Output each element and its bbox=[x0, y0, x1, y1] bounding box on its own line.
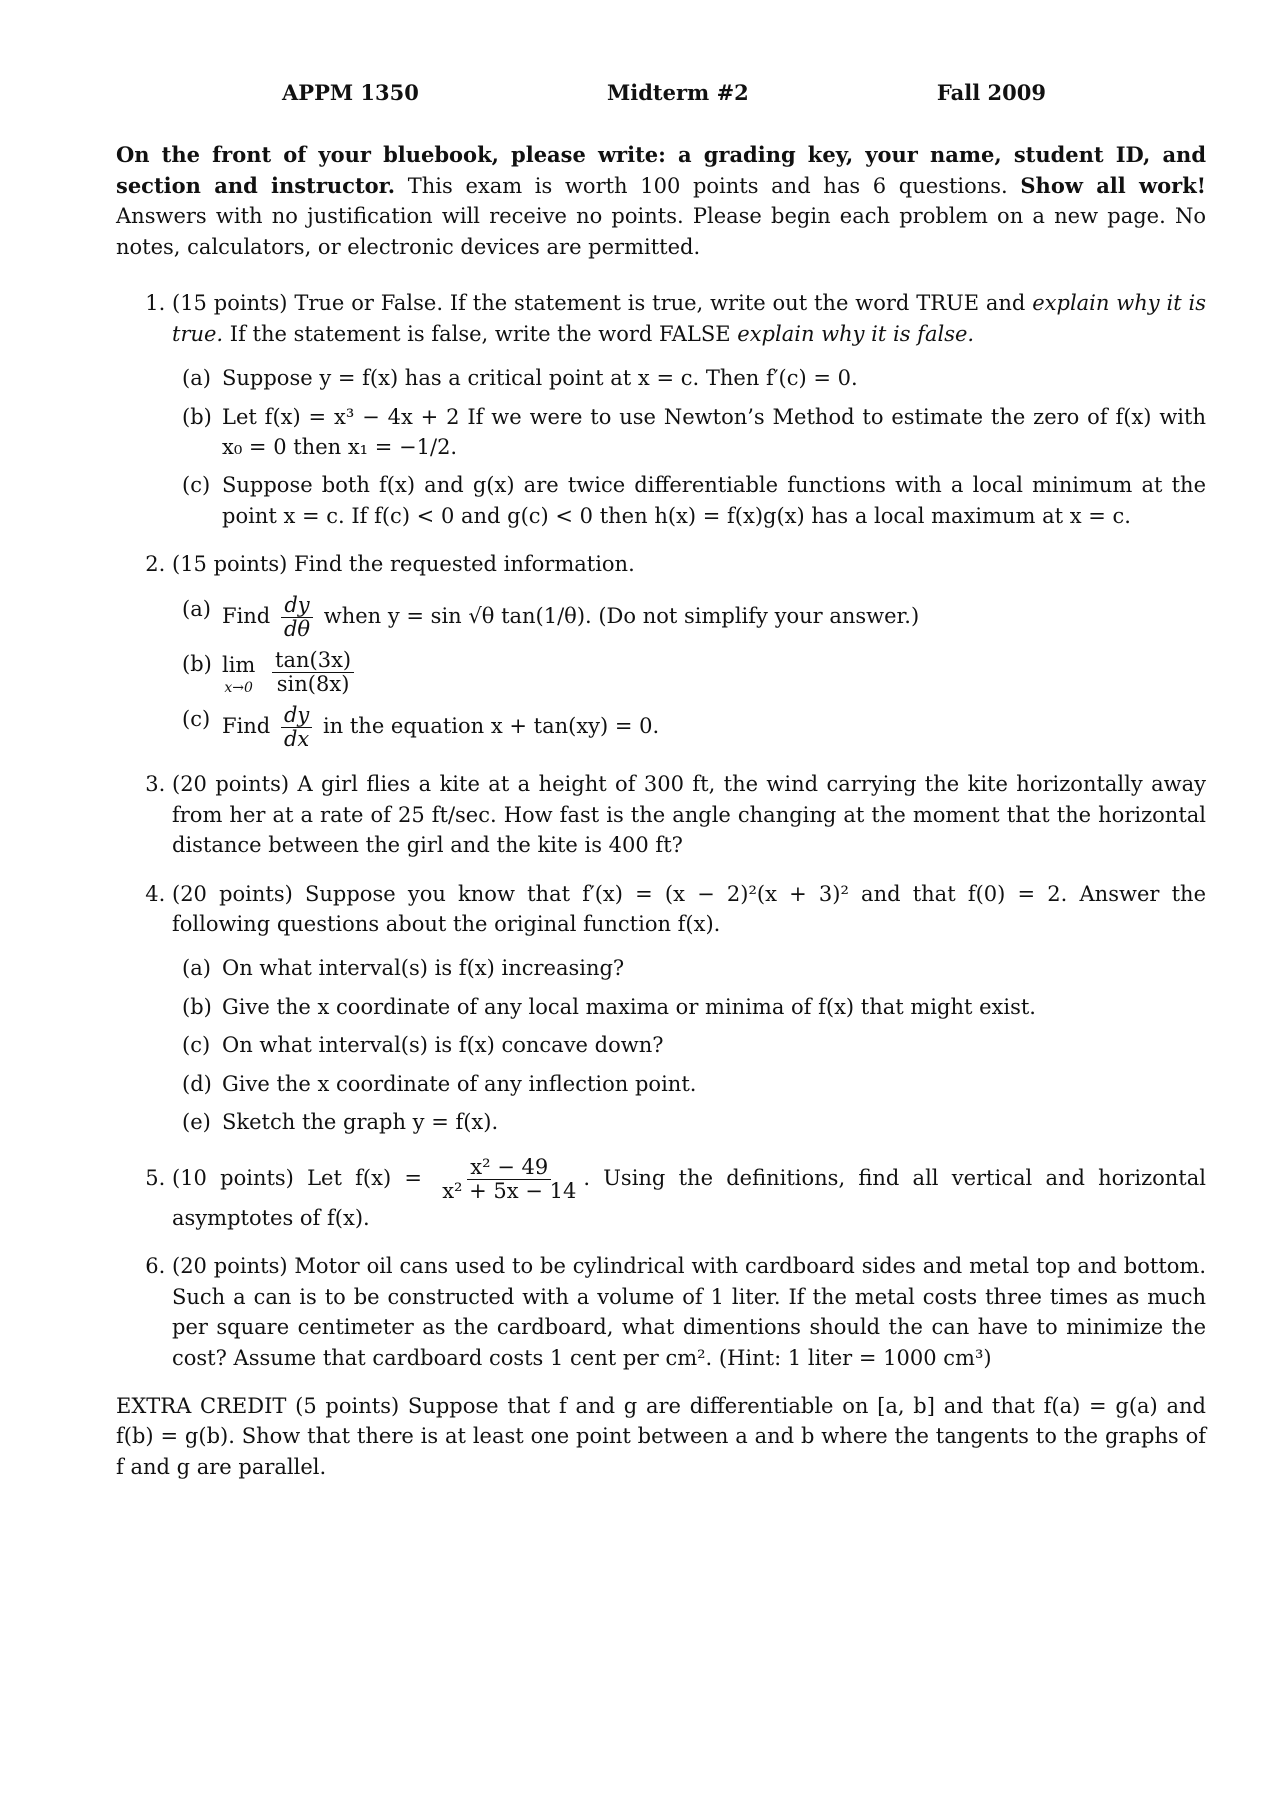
instructions-text-1: This exam is worth 100 points and has 6 questions. bbox=[407, 173, 1008, 198]
extra-credit: EXTRA CREDIT (5 points) Suppose that f and g are differentiable on [a, b] and that f(a) = g(a) and f(b) = g(b). Show that there is at least one point between a and b where the tangents to the graphs of f and g are parallel. bbox=[116, 1394, 1206, 1479]
part-rest: in the equation x + tan(xy) = 0. bbox=[322, 714, 660, 739]
problem-6-text: (20 points) Motor oil cans used to be cylindrical with cardboard sides and metal top and bottom. Such a can is to be constructed with a volume of 1 liter. If the metal costs three times as much per square centimeter as the cardboard, what dimentions should the can have to minimize the cost? Assume that cardboard costs 1 cent per cm². (Hint: 1 liter = 1000 cm³) bbox=[172, 1254, 1206, 1370]
fraction-denominator: x² + 5x − 14 bbox=[442, 1178, 577, 1203]
part-text: Sketch the graph y = f(x). bbox=[222, 1110, 499, 1135]
problem-1b bbox=[182, 402, 1206, 463]
problem-4d bbox=[182, 1069, 1206, 1099]
problem-6 bbox=[172, 1251, 1206, 1373]
part-label: (a) bbox=[182, 596, 211, 621]
part-text bbox=[222, 649, 1206, 696]
part-rest: when y = sin √θ tan(1/θ). (Do not simplify your answer.) bbox=[323, 603, 920, 628]
problem-2-text: (15 points) Find the requested information. bbox=[172, 552, 635, 577]
part-text: Let f(x) = x³ − 4x + 2 If we were to use Newton’s Method to estimate the zero of f(x) with x₀ = 0 then x₁ = −1/2. bbox=[222, 404, 1206, 459]
part-text: Suppose y = f(x) has a critical point at x = c. Then f′(c) = 0. bbox=[222, 366, 858, 391]
fraction-numerator: tan(3x) bbox=[272, 649, 354, 673]
limit-operator bbox=[222, 650, 255, 694]
part-label: (b) bbox=[182, 994, 212, 1019]
part-text bbox=[222, 594, 1206, 641]
exam-page bbox=[116, 78, 1206, 1482]
problem-list bbox=[116, 288, 1206, 1373]
problem-2c bbox=[182, 704, 1206, 751]
limit-subscript: x→0 bbox=[224, 679, 253, 696]
problem-1 bbox=[172, 288, 1206, 531]
fraction-numerator: x² − 49 bbox=[467, 1156, 551, 1180]
problem-4a bbox=[182, 953, 1206, 983]
fraction-denominator: dθ bbox=[283, 616, 311, 641]
problem-2b bbox=[182, 649, 1206, 696]
rational-function-fraction bbox=[439, 1156, 579, 1203]
problem-1-text-b: If the statement is false, write the word FALSE bbox=[223, 321, 738, 346]
problem-5-pre: (10 points) Let f(x) = bbox=[172, 1165, 422, 1190]
problem-4-parts bbox=[172, 953, 1206, 1137]
derivative-fraction bbox=[281, 704, 312, 751]
problem-4c bbox=[182, 1030, 1206, 1060]
problem-3-text: (20 points) A girl flies a kite at a height of 300 ft, the wind carrying the kite horizontally away from her at a rate of 25 ft/sec. How fast is the angle changing at the moment that the horizontal distance between the girl and the kite is 400 ft? bbox=[172, 772, 1206, 858]
part-text: Give the x coordinate of any local maxima or minima of f(x) that might exist. bbox=[222, 994, 1036, 1019]
exam-title: Midterm #2 bbox=[607, 80, 749, 105]
problem-1-italic-b: explain why it is false. bbox=[737, 321, 975, 346]
part-label: (a) bbox=[182, 366, 211, 391]
fraction-numerator: dy bbox=[281, 704, 312, 728]
exam-term: Fall 2009 bbox=[936, 80, 1046, 105]
part-text: Give the x coordinate of any inflection point. bbox=[222, 1071, 697, 1096]
problem-4b bbox=[182, 992, 1206, 1022]
problem-1-italic-a: explain why it is true. bbox=[172, 291, 1206, 346]
problem-1a bbox=[182, 363, 1206, 393]
find-word: Find bbox=[222, 603, 271, 628]
problem-5-post: . Using the definitions, find all vertical and horizontal asymptotes of f(x). bbox=[172, 1165, 1206, 1230]
problem-2a bbox=[182, 594, 1206, 641]
problem-3 bbox=[172, 769, 1206, 860]
fraction-numerator: dy bbox=[281, 594, 312, 618]
part-label: (b) bbox=[182, 404, 212, 429]
exam-header bbox=[116, 78, 1206, 108]
part-label: (c) bbox=[182, 473, 211, 498]
part-label: (c) bbox=[182, 707, 211, 732]
limit-word: lim bbox=[222, 653, 256, 678]
instructions bbox=[116, 140, 1206, 262]
part-text bbox=[222, 704, 1206, 751]
problem-5 bbox=[172, 1156, 1206, 1234]
instructions-bold-1: On the front of your bluebook, please write: a grading key, your name, student ID, and section and instructor. bbox=[116, 142, 1206, 198]
problem-4e bbox=[182, 1107, 1206, 1137]
problem-1-parts bbox=[172, 363, 1206, 531]
problem-2-parts bbox=[172, 594, 1206, 752]
find-word: Find bbox=[222, 714, 271, 739]
part-label: (b) bbox=[182, 651, 212, 676]
course-code: APPM 1350 bbox=[282, 80, 419, 105]
instructions-bold-2: Show all work! bbox=[1020, 172, 1206, 198]
derivative-fraction bbox=[281, 594, 313, 641]
instructions-text-2: Answers with no justification will receive no points. Please begin each problem on a new page. No notes, calculators, or electronic devices are permitted. bbox=[116, 204, 1206, 259]
part-text: On what interval(s) is f(x) concave down? bbox=[222, 1033, 664, 1058]
part-label: (c) bbox=[182, 1033, 211, 1058]
limit-fraction bbox=[272, 649, 354, 696]
fraction-denominator: dx bbox=[283, 727, 310, 752]
part-text: Suppose both f(x) and g(x) are twice differentiable functions with a local minimum at the point x = c. If f(c) < 0 and g(c) < 0 then h(x) = f(x)g(x) has a local maximum at x = c. bbox=[222, 473, 1206, 528]
part-label: (e) bbox=[182, 1110, 211, 1135]
problem-1c bbox=[182, 470, 1206, 531]
part-text: On what interval(s) is f(x) increasing? bbox=[222, 956, 625, 981]
problem-1-text-a: (15 points) True or False. If the statement is true, write out the word TRUE and bbox=[172, 291, 1033, 316]
problem-4 bbox=[172, 879, 1206, 1138]
problem-4-text: (20 points) Suppose you know that f′(x) = (x − 2)²(x + 3)² and that f(0) = 2. Answer the following questions about the original function f(x). bbox=[172, 881, 1206, 936]
part-label: (a) bbox=[182, 956, 211, 981]
problem-2 bbox=[172, 549, 1206, 751]
part-label: (d) bbox=[182, 1071, 212, 1096]
fraction-denominator: sin(8x) bbox=[276, 671, 350, 696]
